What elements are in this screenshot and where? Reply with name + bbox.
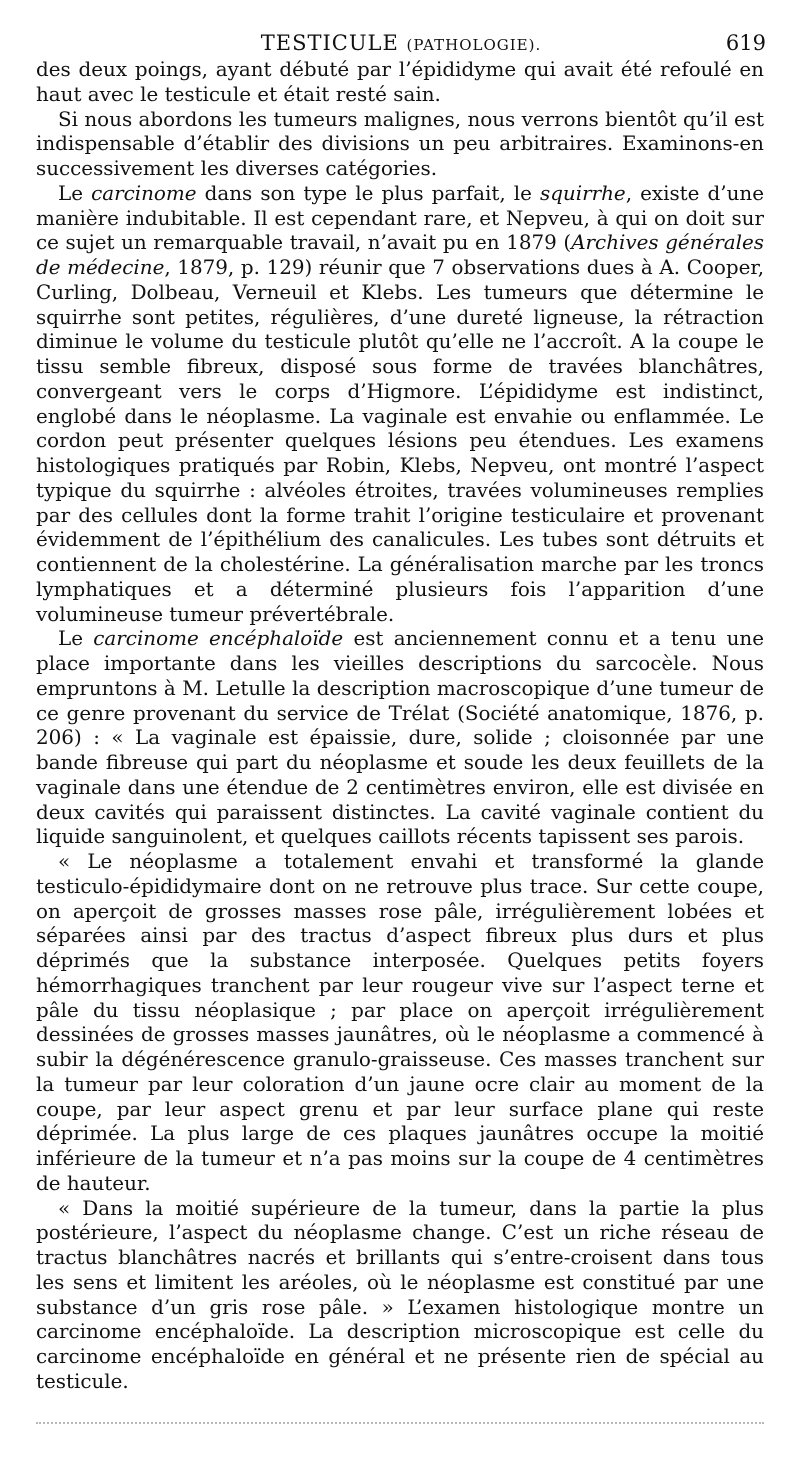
body-text (36, 58, 764, 1395)
text-run: « Le néoplasme a totalement envahi et transformé la glande testiculo-épididymaire dont on ne retrouve plus trace. Sur cette coupe, on aperçoit de grosses masses rose pâle, irrégulièrement lobées et séparées ainsi par des tractus d’aspect fibreux plus durs et plus déprimés que la substance interposée. Quelques petits foyers hémorrhagiques tranchent par leur rougeur vive sur l’aspect terne et pâle du tissu néoplasique ; par place on aperçoit irrégulièrement dessinées de grosses masses jaunâtres, où le néoplasme a commencé à subir la dégénérescence granulo-graisseuse. Ces masses tranchent sur la tumeur par leur coloration d’un jaune ocre clair au moment de la coupe, par leur aspect grenu et par leur surface plane qui reste déprimée. La plus large de ces plaques jaunâtres occupe la moitié inférieure de la tumeur et n’a pas moins sur la coupe de 4 centimètres de hauteur. (36, 850, 764, 1195)
paragraph (36, 182, 764, 628)
running-head (36, 28, 766, 58)
text-run: , 1879, p. 129) réunir que 7 observations dues à A. Cooper, Curling, Dolbeau, Verneuil et Klebs. Les tumeurs que détermine le squirrhe sont petites, régulières, d’une dureté ligneuse, la rétraction diminue le volume du testicule plutôt qu’elle ne l’accroît. A la coupe le tissu semble fibreux, disposé sous forme de travées blanchâtres, convergeant vers le corps d’Higmore. L’épididyme est indistinct, englobé dans le néoplasme. La vaginale est envahie ou enflammée. Le cordon peut présenter quelques lésions peu étendues. Les examens histologiques pratiqués par Robin, Klebs, Nepveu, ont montré l’aspect typique du squirrhe : alvéoles étroites, travées volumineuses remplies par des cellules dont la forme trahit l’origine testiculaire et provenant évidemment de l’épithélium des canalicules. Les tubes sont détruits et contiennent de la cholestérine. La généralisation marche par les troncs lymphatiques et a déterminé plusieurs fois l’apparition d’une volumineuse tumeur prévertébrale. (36, 256, 765, 626)
text-run: Le (58, 627, 94, 651)
italic-text: carcinome (91, 181, 197, 205)
text-run: « Dans la moitié supérieure de la tumeur, dans la partie la plus postérieure, l’aspect du néoplasme change. C’est un riche réseau de tractus blanchâtres nacrés et brillants qui s’entre-croisent dans tous les sens et limitent les aréoles, où le néoplasme est constitué par une substance d’un gris rose pâle. » L’examen histologique montre un carcinome encéphaloïde. La description microscopique est celle du carcinome encéphaloïde en général et ne présente rien de spécial au testicule. (36, 1196, 764, 1393)
italic-text: squirrhe (539, 181, 626, 205)
paragraph (36, 1197, 764, 1395)
paragraph (36, 108, 764, 182)
text-run: dans son type le plus parfait, le (196, 181, 540, 205)
text-run: Le (58, 181, 92, 205)
text-run: est anciennement connu et a tenu une place importante dans les vieilles descriptions du sarcocèle. Nous empruntons à M. Letulle la description macroscopique d’une tumeur de ce genre provenant du service de Trélat (Société anatomique, 1876, p. 206) : « La vaginale est épaissie, dure, solide ; cloisonnée par une bande fibreuse qui part du néoplasme et soude les deux feuillets de la vaginale dans une étendue de 2 centimètres environ, elle est divisée en deux cavités qui paraissent distinctes. La cavité vaginale contient du liquide sanguinolent, et quelques caillots récents tapissent ses parois. (36, 627, 764, 849)
header-title: TESTICULE (260, 31, 399, 55)
italic-text: Archives générales de médecine (36, 231, 764, 279)
paragraph (36, 627, 764, 850)
page-number: 619 (725, 31, 766, 55)
paragraph (36, 58, 764, 108)
italic-text: carcinome encéphaloïde (93, 627, 344, 651)
text-run: , existe d’une manière indubitable. Il est cependant rare, et Nepveu, à qui on doit sur ce sujet un remarquable travail, n’avait pu en 1879 ( (36, 181, 764, 255)
header-subtitle: (PATHOLOGIE). (406, 36, 542, 54)
paragraph (36, 850, 764, 1197)
running-head-title (36, 28, 766, 60)
text-run: Si nous abordons les tumeurs malignes, nous verrons bientôt qu’il est indispensable d’établir des divisions un peu arbitraires. Examinons-en successivement les diverses catégories. (36, 107, 764, 180)
page-bottom-rule (36, 1422, 764, 1424)
text-run: des deux poings, ayant débuté par l’épididyme qui avait été refoulé en haut avec le testicule et était resté sain. (36, 58, 764, 106)
